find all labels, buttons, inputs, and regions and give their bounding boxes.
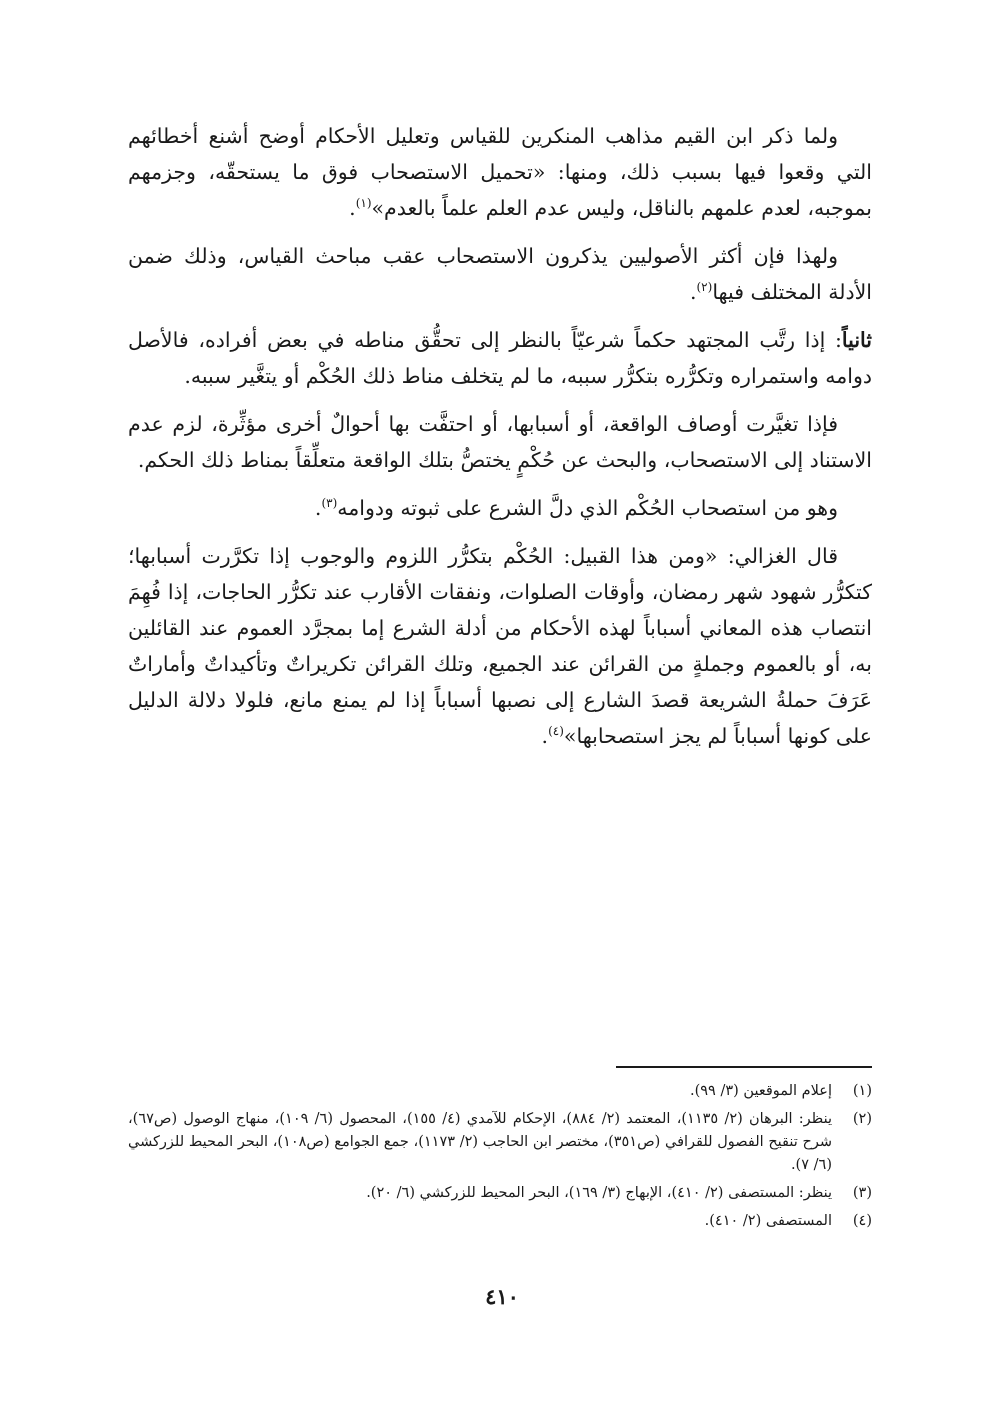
footnote-3 (128, 1182, 872, 1205)
footnote-1 (128, 1080, 872, 1103)
section-lead-word: ثانياً (841, 328, 872, 352)
paragraph-text: وهو من استصحاب الحُكْم الذي دلَّ الشرع على ثبوته ودوامه (337, 496, 838, 520)
footnote-number: (٤) (852, 1213, 872, 1229)
main-text (128, 118, 872, 766)
paragraph-text: فإذا تغيَّرت أوصاف الواقعة، أو أسبابها، أو احتفَّت بها أحوالٌ أخرى مؤثِّرة، لزم عدم الاستناد إلى الاستصحاب، والبحث عن حُكْمٍ يختصُّ بتلك الواقعة متعلِّقاً بمناط ذلك الحكم. (128, 412, 872, 472)
footnote-text: ينظر: البرهان (٢/ ١١٣٥)، المعتمد (٢/ ٨٨٤)، الإحكام للآمدي (٤/ ١٥٥)، المحصول (٦/ ١٠٩)، منهاج الوصول (ص٦٧)، شرح تنقيح الفصول للقرافي (ص٣٥١)، مختصر ابن الحاجب (٢/ ١١٧٣)، جمع الجوامع (ص١٠٨)، البحر المحيط للزركشي (٦/ ٧). (128, 1111, 832, 1173)
footnote-number: (٣) (852, 1185, 872, 1201)
footnote-number: (١) (852, 1083, 872, 1099)
footnotes (128, 1080, 872, 1238)
footnote-number: (٢) (852, 1111, 872, 1127)
footnote-ref-1[interactable]: (١) (355, 196, 372, 211)
footnote-ref-4[interactable]: (٤) (548, 724, 564, 739)
paragraph-5: وهو من استصحاب الحُكْم الذي دلَّ الشرع على ثبوته ودوامه$^{(٣)}$. (314, 496, 838, 520)
paragraph-3 (128, 322, 872, 394)
paragraph-text: ولما ذكر ابن القيم مذاهب المنكرين للقياس وتعليل الأحكام أوضح أشنع أخطائهم التي وقعوا فيها بسبب ذلك، ومنها: «تحميل الاستصحاب فوق ما يستحقّه، وجزمهم بموجبه، لعدم علمهم بالناقل، وليس عدم العلم علماً بالعدم» (128, 124, 872, 220)
footnote-ref-3[interactable]: (٣) (321, 496, 338, 511)
paragraph-text: قال الغزالي: «ومن هذا القبيل: الحُكْم بتكرُّر اللزوم والوجوب إذا تكرَّرت أسبابها؛ كتكرُّر شهود شهر رمضان، وأوقات الصلوات، ونفقات الأقارب عند تكرُّر الحاجات، إذا فُهِمَ انتصاب هذه المعاني أسباباً لهذه الأحكام من أدلة الشرع إما بمجرَّد العموم عند القائلين به، أو بالعموم وجملةٍ من القرائن عند الجميع، وتلك القرائن تكريراتٌ وتأكيداتٌ وأماراتٌ عَرَفَ حملةُ الشريعة قصدَ الشارع إلى نصبها أسباباً إذا لم يمنع مانع، فلولا دلالة الدليل على كونها أسباباً لم يجز استصحابها» (128, 544, 872, 748)
paragraph-6: قال الغزالي: «ومن هذا القبيل: الحُكْم بتكرُّر اللزوم والوجوب إذا تكرَّرت أسبابها؛ كتكرُّر شهود شهر رمضان، وأوقات الصلوات، ونفقات الأقارب عند تكرُّر الحاجات، إذا فُهِمَ انتصاب هذه المعاني أسباباً لهذه الأحكام من أدلة الشرع إما بمجرَّد العموم عند القائلين به، أو بالعموم وجملةٍ من القرائن عند الجميع، وتلك القرائن تكريراتٌ وتأكيداتٌ وأماراتٌ عَرَفَ حملةُ الشريعة قصدَ الشارع إلى نصبها أسباباً إذا لم يمنع مانع، فلولا دلالة الدليل على كونها أسباباً لم يجز استصحابها»$^{(٤)}$. (128, 544, 872, 748)
footnote-text: إعلام الموقعين (٣/ ٩٩). (689, 1083, 832, 1099)
footnote-separator (616, 1066, 872, 1068)
paragraph-2: ولهذا فإن أكثر الأصوليين يذكرون الاستصحاب عقب مباحث القياس، وذلك ضمن الأدلة المختلف فيها$^{(٢)}$. (128, 244, 872, 304)
page-number: ٤١٠ (485, 1284, 519, 1309)
paragraph-1: ولما ذكر ابن القيم مذاهب المنكرين للقياس وتعليل الأحكام أوضح أشنع أخطائهم التي وقعوا فيها بسبب ذلك، ومنها: «تحميل الاستصحاب فوق ما يستحقّه، وجزمهم بموجبه، لعدم علمهم بالناقل، وليس عدم العلم علماً بالعدم»$^{(١)}$. (128, 124, 872, 220)
footnote-text: المستصفى (٢/ ٤١٠). (704, 1213, 832, 1229)
footnote-text: ينظر: المستصفى (٢/ ٤١٠)، الإبهاج (٣/ ١٦٩)، البحر المحيط للزركشي (٦/ ٢٠). (366, 1185, 832, 1201)
footnote-ref-2[interactable]: (٢) (696, 280, 713, 295)
paragraph-text: : إذا رتَّب المجتهد حكماً شرعيّاً بالنظر إلى تحقُّق مناطه في بعض أفراده، فالأصل دوامه واستمراره وتكرُّره بتكرُّر سببه، ما لم يتخلف مناط ذلك الحُكْم أو يتغَّير سببه. (128, 328, 872, 388)
paragraph-text: ولهذا فإن أكثر الأصوليين يذكرون الاستصحاب عقب مباحث القياس، وذلك ضمن الأدلة المختلف فيها (128, 244, 872, 304)
paragraph-4 (128, 406, 872, 478)
footnote-2 (128, 1108, 872, 1177)
footnote-4 (128, 1210, 872, 1233)
